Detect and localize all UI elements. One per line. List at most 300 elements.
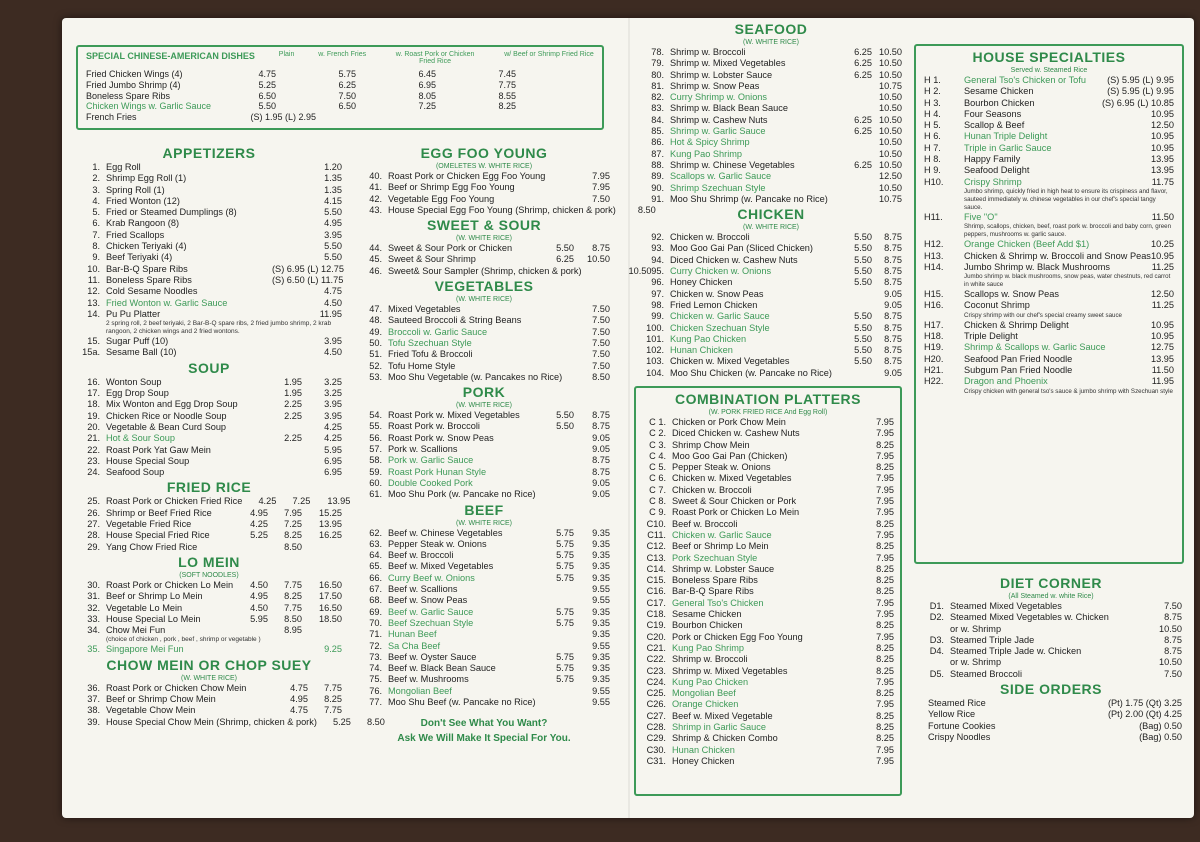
combo-item-name: Honey Chicken	[672, 755, 735, 766]
chowmein-item	[76, 694, 342, 705]
combo-item-number: C 5.	[649, 462, 666, 473]
combo-item	[642, 643, 894, 654]
lomein-item-number: 30.	[87, 579, 100, 590]
appetizers-item-name: Spring Roll (1)	[106, 184, 165, 195]
combo-item	[642, 553, 894, 564]
seafood-item	[640, 137, 902, 148]
combo-item-name: Shrimp in Garlic Sauce	[672, 722, 766, 733]
sweetsour-subtitle: (W. WHITE RICE)	[456, 235, 512, 243]
chicken-item-price: 5.50	[854, 232, 872, 243]
appetizers-item-number: 1.	[92, 162, 100, 172]
chicken-item-number: 94.	[651, 254, 664, 265]
footer-note	[358, 716, 610, 746]
appetizers-item-price: 4.95	[324, 218, 342, 229]
combo-item-number: C18.	[646, 609, 666, 620]
fold-line	[628, 18, 630, 818]
soup-item	[76, 456, 342, 467]
combo-item-number: C26.	[646, 699, 666, 710]
combo-item-number: C12.	[646, 541, 666, 552]
special-row-cell: 8.05	[418, 90, 436, 101]
pork-item-number: 59.	[369, 466, 382, 477]
diet-item-price: 10.50	[1159, 623, 1182, 634]
sweetsour-item-price: 5.50	[556, 243, 574, 254]
eggfoo-subtitle: (OMELETES W. WHITE RICE)	[435, 163, 533, 170]
lomein-item-name: Vegetable Lo Mein	[106, 602, 183, 613]
side-title: SIDE ORDERS	[1000, 681, 1102, 698]
house-item-price: 12.50	[1151, 120, 1174, 131]
diet-subtitle: (All Steamed w. white Rice)	[1008, 593, 1094, 600]
combo-item-name: Pork or Chicken Egg Foo Young	[672, 631, 803, 642]
beef-item-price: 9.35	[592, 538, 610, 549]
friedrice-item-price: 15.25	[319, 507, 342, 518]
chicken-item-price: 5.50	[854, 356, 872, 367]
combo-item-number: C 1.	[649, 417, 666, 427]
friedrice-item	[76, 530, 342, 541]
soup-title: SOUP	[188, 359, 230, 376]
appetizers-item-number: 15.	[87, 336, 100, 347]
house-item-number: H22.	[924, 376, 944, 387]
beef-item-name: Sa Cha Beef	[388, 640, 441, 651]
eggfoo-title: EGG FOO YOUNG	[420, 145, 548, 161]
special-row	[86, 69, 594, 80]
diet-item-price: 10.50	[1159, 657, 1182, 668]
combo-item	[642, 440, 894, 451]
combo-item-price: 7.95	[876, 417, 894, 427]
special-row-cell: 6.45	[418, 69, 436, 79]
seafood-item-name: Shrimp w. Garlic Sauce	[670, 126, 766, 137]
special-row-cell: Fried Chicken Wings (4)	[86, 69, 183, 79]
combo-item	[642, 564, 894, 575]
friedrice-item-number: 26.	[87, 507, 100, 518]
chowmein-item-price: 4.75	[290, 682, 308, 693]
side-item-price: (Bag) 0.50	[1139, 731, 1182, 742]
beef-item-price: 9.35	[592, 550, 610, 561]
combo-item-number: C24.	[646, 676, 666, 687]
appetizers-item-name: Pu Pu Platter	[106, 308, 161, 319]
house-item	[924, 320, 1174, 331]
seafood-item	[640, 194, 902, 205]
pork-item	[358, 410, 610, 421]
beef-item-number: 73.	[369, 651, 382, 662]
pork-item	[358, 433, 610, 444]
vegetables-item	[358, 338, 610, 349]
seafood-item-price: 6.25	[854, 58, 872, 69]
house-item	[924, 289, 1174, 300]
seafood-item	[640, 47, 902, 58]
house-item-number: H12.	[924, 239, 944, 250]
beef-item	[358, 641, 610, 652]
lomein-item-price: 7.75	[284, 579, 302, 590]
special-col4: w/ Beef or Shrimp Fried Rice	[504, 51, 594, 58]
diet-item	[920, 669, 1182, 680]
house-item-price: 10.95	[1151, 108, 1174, 119]
friedrice-item-name: Yang Chow Fried Rice	[106, 541, 198, 552]
house-item	[924, 154, 1174, 165]
chicken-item	[640, 243, 902, 254]
diet-item-name: Steamed Broccoli	[950, 668, 1023, 679]
beef-item-number: 74.	[369, 663, 382, 674]
combo-item-number: C21.	[646, 642, 666, 653]
soup-item-name: Seafood Soup	[106, 467, 165, 478]
sweetsour-item-name: Sweet & Sour Pork or Chicken	[388, 243, 513, 254]
diet-item-price: 8.75	[1164, 634, 1182, 645]
beef-item-price: 5.75	[556, 651, 574, 662]
appetizers-item-number: 14.	[87, 308, 100, 319]
vegetables-item-price: 7.50	[592, 326, 610, 337]
chicken-item-name: Chicken w. Mixed Vegetables	[670, 356, 790, 367]
seafood-subtitle: (W. WHITE RICE)	[743, 39, 799, 46]
chicken-item-name: Chicken w. Snow Peas	[670, 288, 764, 299]
beef-item	[358, 663, 610, 674]
appetizers-title: APPETIZERS	[162, 145, 256, 161]
chicken-item-name: Honey Chicken	[670, 277, 733, 288]
combo-item-number: C 6.	[649, 473, 666, 484]
pork-item	[358, 421, 610, 432]
vegetables-item-name: Moo Shu Vegetable (w. Pancakes no Rice)	[388, 371, 563, 382]
chicken-item	[640, 311, 902, 322]
side-item	[920, 721, 1182, 732]
vegetables-title: VEGETABLES	[434, 278, 534, 295]
chicken-item-number: 92.	[651, 232, 664, 243]
beef-item-price: 5.75	[556, 550, 574, 561]
lomein-item-price: 8.25	[284, 591, 302, 602]
appetizers-item-price: 3.95	[324, 336, 342, 347]
appetizers-item-name: Fried Wonton (12)	[106, 195, 180, 206]
special-row-cell: 7.75	[498, 79, 516, 90]
beef-item-price: 9.35	[592, 572, 610, 583]
house-item-name: Coconut Shrimp	[964, 300, 1030, 311]
combo-item-number: C15.	[646, 575, 666, 586]
soup-item-price: 3.25	[324, 376, 342, 387]
lomein-item-price: 5.95	[250, 613, 268, 624]
seafood-item	[640, 115, 902, 126]
seafood-item-number: 87.	[651, 148, 664, 159]
chicken-item	[640, 277, 902, 288]
diet-item-number: D3.	[929, 634, 944, 645]
eggfoo-item	[358, 182, 610, 193]
beef-item-number: 70.	[369, 617, 382, 628]
combo-item-price: 7.95	[876, 507, 894, 518]
chowmein-title: CHOW MEIN OR CHOP SUEY	[106, 656, 312, 673]
appetizers-item-name: Sugar Puff (10)	[106, 336, 169, 347]
beef-item-price: 5.75	[556, 538, 574, 549]
seafood-item-name: Moo Shu Shrimp (w. Pancake no Rice)	[670, 193, 828, 204]
sweetsour-item-number: 44.	[369, 243, 382, 254]
chowmein-item	[76, 683, 342, 694]
combo-item	[642, 722, 894, 733]
lomein-item-name: Chow Mei Fun	[106, 625, 166, 636]
vegetables-item	[358, 372, 610, 383]
vegetables-item-price: 7.50	[592, 349, 610, 360]
seafood-item-number: 85.	[651, 126, 664, 137]
chowmein-item-price: 4.75	[290, 705, 308, 716]
house-item-name: Orange Chicken (Beef Add $1)	[964, 239, 1090, 250]
house-item	[924, 342, 1174, 353]
friedrice-item-price: 4.25	[250, 519, 268, 530]
combo-item	[642, 451, 894, 462]
friedrice-item-name: Shrimp or Beef Fried Rice	[106, 507, 212, 518]
appetizers-item	[76, 241, 342, 252]
chicken-title: CHICKEN	[737, 206, 805, 223]
chowmein-item-name: Vegetable Chow Mein	[106, 705, 196, 716]
house-item-price: 10.95	[1151, 131, 1174, 142]
diet-item-price: 8.75	[1164, 612, 1182, 623]
house-item-price: 12.50	[1151, 289, 1174, 300]
lomein-subtitle: (SOFT NOODLES)	[179, 571, 239, 579]
house-item-price: (S) 5.95 (L) 9.95	[1107, 86, 1174, 97]
chicken-item	[640, 300, 902, 311]
beef-item-price: 5.75	[556, 561, 574, 572]
combo-item-number: C31.	[646, 755, 666, 766]
chowmein-item-number: 38.	[87, 705, 100, 716]
special-row-cell: Boneless Spare Ribs	[86, 90, 171, 101]
combo-item	[642, 428, 894, 439]
seafood-item	[640, 92, 902, 103]
friedrice-item-price: 7.95	[284, 507, 302, 518]
combo-item-price: 8.25	[876, 563, 894, 574]
lomein-item-number: 32.	[87, 602, 100, 613]
lomein-item-price: 4.50	[250, 602, 268, 613]
house-item	[924, 177, 1174, 188]
seafood-item	[640, 103, 902, 114]
soup-item-number: 16.	[87, 376, 100, 387]
side-item	[920, 732, 1182, 743]
side-item-name: Yellow Rice	[928, 709, 976, 720]
appetizers-item-name: Chicken Teriyaki (4)	[106, 241, 187, 252]
house-item-number: H 8.	[924, 154, 941, 165]
seafood-item	[640, 58, 902, 69]
house-subtitle: Served w. Steamed Rice	[1010, 67, 1088, 74]
seafood-item-number: 88.	[651, 159, 664, 170]
beef-item	[358, 561, 610, 572]
appetizers-item	[76, 218, 342, 229]
combo-item-number: C29.	[646, 733, 666, 744]
combo-item-price: 8.25	[876, 541, 894, 552]
beef-item-price: 9.55	[592, 696, 610, 707]
combo-item-name: Beef w. Broccoli	[672, 518, 738, 529]
pork-item-number: 56.	[369, 432, 382, 443]
lomein-item-price: 8.50	[284, 613, 302, 624]
house-item-price: 11.25	[1151, 300, 1174, 311]
chowmein-item-price: 7.75	[324, 705, 342, 716]
soup-item-number: 17.	[87, 388, 100, 399]
menu-paper	[62, 18, 1194, 818]
pork-item-number: 60.	[369, 477, 382, 488]
beef-item-price: 5.75	[556, 606, 574, 617]
beef-item-price: 9.55	[592, 640, 610, 651]
lomein-item-number: 34.	[87, 625, 100, 636]
vegetables-item	[358, 349, 610, 360]
combo-item	[642, 711, 894, 722]
seafood-item-number: 84.	[651, 114, 664, 125]
chicken-item-number: 99.	[651, 311, 664, 322]
pork-item-price: 9.05	[592, 444, 610, 455]
combo-item-name: Roast Pork or Chicken Lo Mein	[672, 507, 800, 518]
pork-item-name: Pork w. Scallions	[388, 444, 458, 455]
house-item-desc: Shrimp, scallops, chicken, beef, roast pork w. broccoli and baby corn, green peppers, mushrooms w. garlic sauce.	[964, 223, 1172, 239]
pork-item	[358, 489, 610, 500]
friedrice-item-number: 25.	[87, 496, 100, 507]
combo-item	[642, 417, 894, 428]
lomein-item-number: 33.	[87, 613, 100, 624]
combo-item-name: Pepper Steak w. Onions	[672, 462, 771, 473]
appetizers-item-number: 4.	[92, 195, 100, 206]
special-row-cell	[316, 112, 396, 123]
appetizers-item	[76, 196, 342, 207]
combo-item-number: C30.	[646, 744, 666, 755]
diet-item	[920, 646, 1182, 657]
combo-item-name: Bar-B-Q Spare Ribs	[672, 586, 754, 597]
combo-item-price: 7.95	[876, 744, 894, 755]
vegetables-item-number: 53.	[369, 371, 382, 382]
special-col1: Plain	[278, 51, 295, 58]
house-item-price: 11.50	[1151, 211, 1174, 222]
beef-item-price: 5.75	[556, 617, 574, 628]
lomein-item-price: 4.95	[250, 591, 268, 602]
seafood-item	[640, 81, 902, 92]
chicken-item-name: Chicken Szechuan Style	[670, 322, 770, 333]
eggfoo-item-name: Vegetable Egg Foo Young	[388, 193, 495, 204]
combo-item-name: Mongolian Beef	[672, 688, 736, 699]
chicken-item	[640, 368, 902, 379]
beef-item	[358, 573, 610, 584]
seafood-item-price: 10.50	[879, 58, 902, 69]
chicken-item-price: 8.75	[884, 311, 902, 322]
lomein-item-price: 18.50	[319, 613, 342, 624]
friedrice-item-price: 16.25	[319, 530, 342, 541]
lomein-extra	[76, 644, 342, 655]
chicken-item-name: Moo Shu Chicken (w. Pancake no Rice)	[670, 367, 832, 378]
house-item-number: H18.	[924, 331, 944, 342]
combo-subtitle: (W. PORK FRIED RICE And Egg Roll)	[708, 409, 828, 416]
appetizers-item	[76, 162, 342, 173]
combo-item-number: C 2.	[649, 428, 666, 439]
soup-item-number: 20.	[87, 421, 100, 432]
vegetables-item-name: Tofu Home Style	[388, 360, 456, 371]
side-item-price: (Pt) 2.00 (Qt) 4.25	[1107, 709, 1182, 720]
eggfoo-item	[358, 194, 610, 205]
friedrice-title: FRIED RICE	[166, 479, 252, 496]
friedrice-item-price: 13.95	[327, 496, 351, 507]
appetizers-item-number: 5.	[92, 207, 100, 218]
combo-item	[642, 688, 894, 699]
beef-item-name: Curry Beef w. Onions	[388, 572, 475, 583]
house-item	[924, 212, 1174, 223]
house-item-number: H 4.	[924, 108, 941, 119]
appetizers-item-name: Bar-B-Q Spare Ribs	[106, 263, 188, 274]
appetizers-item-price: 4.75	[324, 286, 342, 297]
appetizers-item	[76, 230, 342, 241]
seafood-item-name: Shrimp Szechuan Style	[670, 182, 766, 193]
house-item-desc: Jumbo shrimp, quickly fried in high heat to ensure its crispiness and flavor, sauteed immediately w. chinese vegetables in our chef's special tangy sauce.	[964, 187, 1168, 211]
soup-item	[76, 433, 342, 444]
seafood-item-price: 10.50	[879, 137, 902, 148]
house-item-name: Scallop & Beef	[964, 120, 1025, 131]
soup-item	[76, 422, 342, 433]
vegetables-item-name: Fried Tofu & Broccoli	[388, 349, 473, 360]
soup-item	[76, 388, 342, 399]
soup-item	[76, 377, 342, 388]
combo-item-name: Shrimp Chow Mein	[672, 439, 750, 450]
vegetables-item	[358, 361, 610, 372]
friedrice-item	[76, 496, 351, 507]
friedrice-item-name: Vegetable Fried Rice	[106, 519, 192, 530]
eggfoo-item	[358, 204, 656, 216]
side-item-name: Steamed Rice	[928, 698, 986, 709]
combo-title: COMBINATION PLATTERS	[674, 391, 862, 407]
beef-item-price: 9.35	[592, 527, 610, 538]
house-item	[924, 251, 1174, 262]
house-item-desc: Crispy chicken with general tso's sauce & jumbo shrimp with Szechuan style	[964, 387, 1173, 395]
beef-item	[358, 629, 610, 640]
friedrice-item-price: 4.95	[250, 507, 268, 518]
house-item-name: Scallops w. Snow Peas	[964, 289, 1059, 300]
house-item-number: H21.	[924, 364, 944, 375]
pork-item-price: 9.05	[592, 489, 610, 500]
lomein-title: LO MEIN	[178, 553, 240, 570]
beef-item	[358, 697, 610, 708]
soup-item-price: 3.95	[324, 399, 342, 410]
special-row-cell: French Fries	[86, 112, 137, 123]
house-item-number: H13.	[924, 250, 944, 261]
seafood-item-price: 12.50	[879, 171, 902, 182]
combo-item-number: C16.	[646, 586, 666, 597]
seafood-item-number: 78.	[651, 47, 664, 57]
house-item-number: H19.	[924, 342, 944, 353]
friedrice-item-name: House Special Fried Rice	[106, 530, 210, 541]
beef-item-price: 9.35	[592, 606, 610, 617]
appetizers-item	[76, 309, 342, 320]
house-item-name: Chicken & Shrimp w. Broccoli and Snow Peas	[964, 250, 1151, 261]
appetizers-item-name: Fried or Steamed Dumplings (8)	[106, 207, 237, 218]
soup-item-name: Mix Wonton and Egg Drop Soup	[106, 399, 238, 410]
house-item-number: H 6.	[924, 131, 941, 142]
special-row-cell: 4.75	[258, 69, 276, 79]
chowmein-item-number: 36.	[87, 682, 100, 693]
combo-item-price: 8.25	[876, 722, 894, 733]
combo-item-number: C20.	[646, 631, 666, 642]
chicken-item-price: 5.50	[854, 277, 872, 288]
footer-line1: Don't See What You Want?	[420, 718, 548, 730]
special-header	[86, 51, 594, 69]
house-item-name: Jumbo Shrimp w. Black Mushrooms	[964, 261, 1111, 272]
pork-item-price: 8.75	[592, 466, 610, 477]
seafood-item-number: 86.	[651, 137, 664, 148]
diet-item	[920, 601, 1182, 612]
pork-item-name: Roast Pork w. Snow Peas	[388, 432, 494, 443]
soup-item-price: 5.95	[324, 444, 342, 455]
combo-item-name: Pork Szechuan Style	[672, 552, 758, 563]
friedrice-item-price: 7.25	[292, 496, 311, 507]
lomein-item-number: 31.	[87, 591, 100, 602]
eggfoo-item	[358, 171, 610, 182]
special-row-cell: 8.25	[498, 101, 516, 112]
beef-item-number: 67.	[369, 584, 382, 595]
chicken-item-price: 8.75	[884, 356, 902, 367]
beef-item-name: Beef w. Mixed Vegetables	[388, 561, 494, 572]
beef-item-price: 9.35	[592, 674, 610, 685]
house-item-number: H10.	[924, 176, 944, 187]
seafood-item-number: 91.	[651, 193, 664, 204]
friedrice-item-price: 5.25	[250, 530, 268, 541]
pork-item-name: Double Cooked Pork	[388, 477, 473, 488]
seafood-item-name: Shrimp w. Black Bean Sauce	[670, 103, 788, 114]
seafood-item-name: Curry Shrimp w. Onions	[670, 92, 768, 103]
seafood-item-price: 10.50	[879, 159, 902, 170]
lomein-item-name: Beef or Shrimp Lo Mein	[106, 591, 203, 602]
lomein-item-name: House Special Lo Mein	[106, 613, 201, 624]
chowmein-item	[76, 705, 342, 716]
